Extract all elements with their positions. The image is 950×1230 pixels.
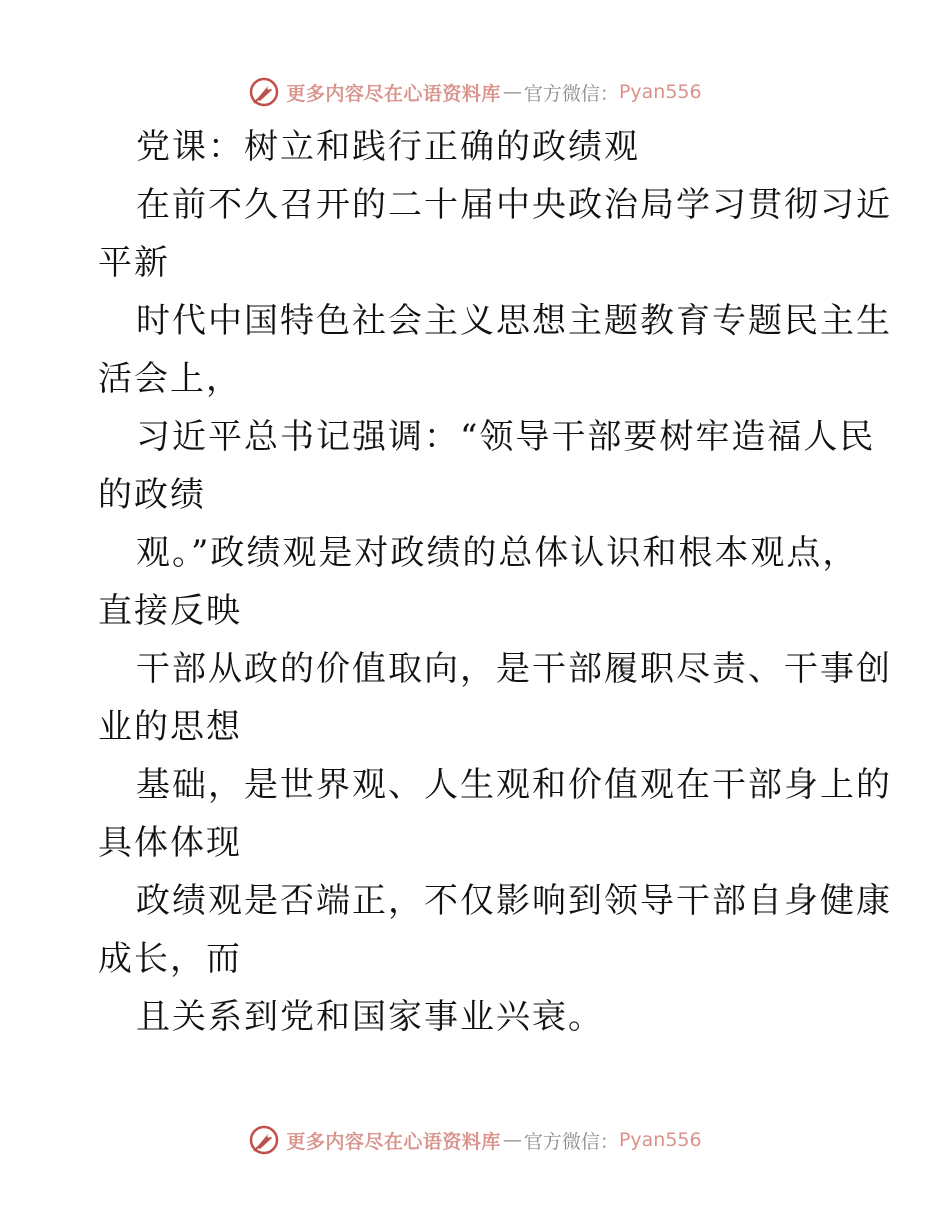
text-line: 且关系到党和国家事业兴衰。 (136, 997, 604, 1037)
watermark-wechat-id: Pyan556 (618, 1129, 702, 1151)
watermark-site-text: 更多内容尽在心语资料库 (286, 82, 501, 105)
watermark-site-text: 更多内容尽在心语资料库 (286, 1130, 501, 1153)
document-title: 党课：树立和践行正确的政绩观 (136, 127, 640, 167)
watermark-separator: — (502, 1129, 522, 1151)
text-line: 具体体现 (98, 823, 242, 863)
watermark-wechat-id: Pyan556 (618, 81, 702, 103)
text-line: 在前不久召开的二十届中央政治局学习贯彻习近 (136, 185, 892, 225)
text-line: 平新 (98, 243, 170, 283)
text-line: 习近平总书记强调：“领导干部要树牢造福人民 (136, 417, 876, 457)
text-line: 业的思想 (98, 707, 242, 747)
text-line: 观。”政绩观是对政绩的总体认识和根本观点， (136, 533, 859, 573)
text-line: 时代中国特色社会主义思想主题教育专题民主生 (136, 301, 892, 341)
text-line: 政绩观是否端正，不仅影响到领导干部自身健康 (136, 881, 892, 921)
pen-nib-logo-icon (248, 76, 280, 108)
text-line: 活会上， (98, 359, 242, 399)
text-line: 基础，是世界观、人生观和价值观在干部身上的 (136, 765, 892, 805)
pen-nib-logo-icon (248, 1124, 280, 1156)
watermark-wechat-label: 官方微信： (523, 82, 619, 105)
text-line: 干部从政的价值取向，是干部履职尽责、干事创 (136, 649, 892, 689)
watermark-wechat-label: 官方微信： (523, 1130, 619, 1153)
footer-watermark (0, 1120, 950, 1160)
header-watermark (0, 72, 950, 112)
text-line: 直接反映 (98, 591, 242, 631)
watermark-separator: — (502, 81, 522, 103)
text-line: 成长，而 (98, 939, 242, 979)
text-line: 的政绩 (98, 475, 206, 515)
document-body (98, 118, 892, 1046)
